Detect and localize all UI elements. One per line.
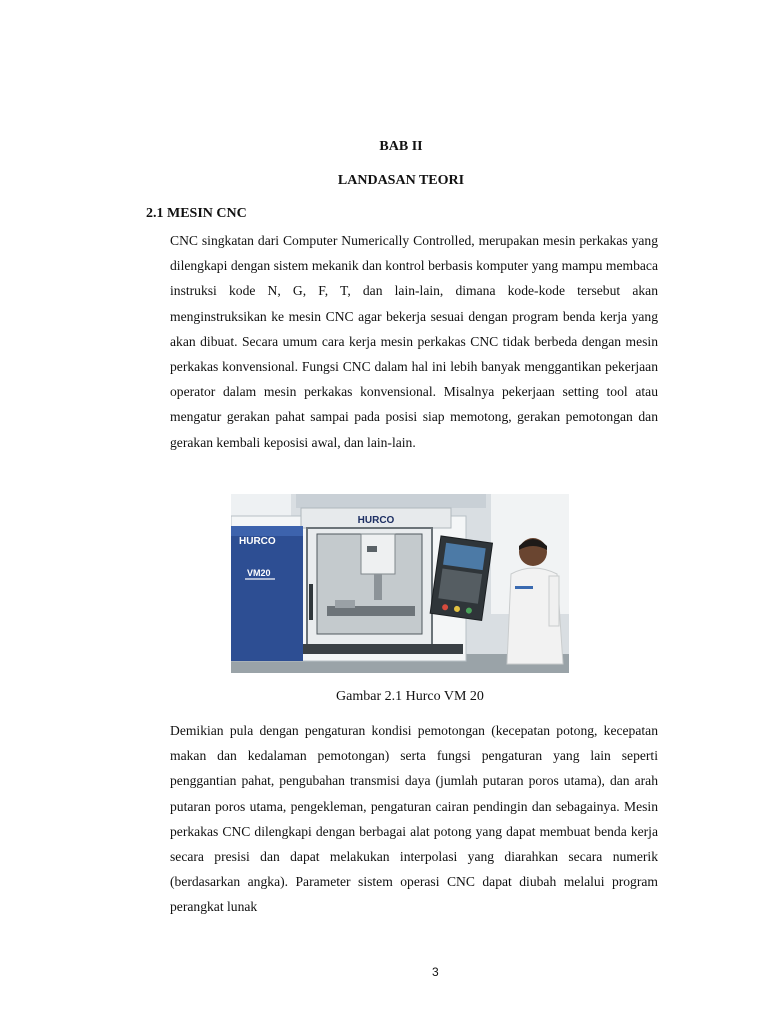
figure-caption: Gambar 2.1 Hurco VM 20 — [336, 689, 484, 704]
cnc-machine-illustration — [231, 494, 569, 673]
paragraph-2: Demikian pula dengan pengaturan kondisi pemotongan (kecepatan potong, kecepatan makan dan kedalaman pemotongan) serta fungsi pengaturan yang lain seperti penggantian pahat, pengubahan transmisi daya (jumlah putaran poros utama), dan arah putaran poros utama, pengekleman, pengaturan cairan pendingin dan sebagainya. Mesin perkakas CNC dilengkapi dengan berbagai alat potong yang dapat membuat benda kerja secara presisi dan dapat melakukan interpolasi yang diarahkan secara numerik (berdasarkan angka). Parameter sistem operasi CNC dapat diubah melalui program perangkat lunak — [170, 723, 658, 915]
paragraph-1: CNC singkatan dari Computer Numerically Controlled, merupakan mesin perkakas yang dilengkapi dengan sistem mekanik dan kontrol berbasis komputer yang mampu membaca instruksi kode N, G, F, T, dan lain-lain, dimana kode-kode tersebut akan menginstruksikan ke mesin CNC agar bekerja sesuai dengan program benda kerja yang akan dibuat. Secara umum cara kerja mesin perkakas CNC tidak berbeda dengan mesin perkakas konvensional. Fungsi CNC dalam hal ini lebih banyak menggantikan pekerjaan operator dalam mesin perkakas konvensional. Misalnya pekerjaan setting tool atau mengatur gerakan pahat sampai pada posisi siap memotong, gerakan pemotongan dan gerakan kembali keposisi awal, dan lain-lain. — [170, 233, 658, 450]
page-number: 3 — [432, 965, 439, 979]
chapter-number: BAB II — [379, 139, 423, 154]
brand-logo-top: HURCO — [357, 515, 395, 526]
section-heading: 2.1 MESIN CNC — [146, 206, 247, 221]
brand-logo-side: HURCO — [239, 536, 276, 547]
figure-cnc-machine-photo — [231, 494, 569, 673]
chapter-title: LANDASAN TEORI — [337, 173, 465, 188]
model-badge: VM20 — [247, 568, 271, 578]
